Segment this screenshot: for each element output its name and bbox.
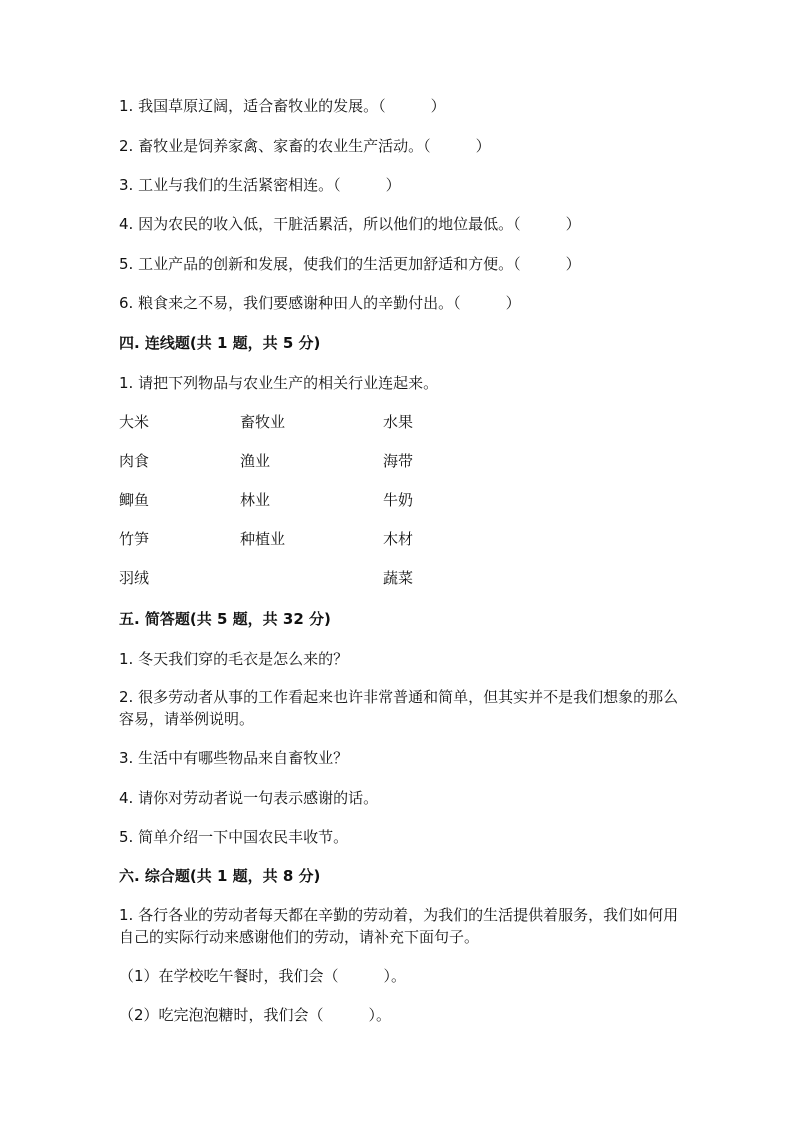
judgment-item-2: 2. 畜牧业是饲养家禽、家畜的农业生产活动。（ ） <box>119 137 491 155</box>
match-industry: 林业 <box>240 491 271 509</box>
comprehensive-sub-item-2: （2）吃完泡泡糖时，我们会（ ）。 <box>119 1006 392 1024</box>
match-item-left: 羽绒 <box>119 569 150 587</box>
judgment-item-5: 5. 工业产品的创新和发展，使我们的生活更加舒适和方便。（ ） <box>119 255 581 273</box>
comprehensive-question: 1. 各行各业的劳动者每天都在辛勤的劳动着，为我们的生活提供着服务，我们如何用自己的实际行动来感谢他们的劳动，请补充下面句子。 <box>119 906 679 946</box>
section-4-heading: 四. 连线题(共 1 题，共 5 分) <box>119 334 321 352</box>
match-item-left: 肉食 <box>119 452 150 470</box>
short-answer-item-3: 3. 生活中有哪些物品来自畜牧业？ <box>119 749 349 767</box>
match-item-left: 竹笋 <box>119 530 150 548</box>
match-item-right: 蔬菜 <box>383 569 414 587</box>
match-item-right: 木材 <box>383 530 414 548</box>
match-item-right: 海带 <box>383 452 414 470</box>
comprehensive-sub-item-1: （1）在学校吃午餐时，我们会（ ）。 <box>119 967 407 985</box>
match-industry: 种植业 <box>240 530 286 548</box>
match-item-right: 牛奶 <box>383 491 414 509</box>
section-6-heading: 六. 综合题(共 1 题，共 8 分) <box>119 867 321 885</box>
matching-grid <box>119 412 539 592</box>
judgment-item-6: 6. 粮食来之不易，我们要感谢种田人的辛勤付出。（ ） <box>119 294 521 312</box>
judgment-item-3: 3. 工业与我们的生活紧密相连。（ ） <box>119 176 401 194</box>
short-answer-item-5: 5. 简单介绍一下中国农民丰收节。 <box>119 828 349 846</box>
short-answer-item-2: 2. 很多劳动者从事的工作看起来也许非常普通和简单，但其实并不是我们想象的那么容易，请举例说明。 <box>119 688 679 728</box>
match-item-left: 鲫鱼 <box>119 491 150 509</box>
short-answer-item-4: 4. 请你对劳动者说一句表示感谢的话。 <box>119 789 379 807</box>
judgment-item-4: 4. 因为农民的收入低，干脏活累活，所以他们的地位最低。（ ） <box>119 215 581 233</box>
section-5-heading: 五. 简答题(共 5 题，共 32 分) <box>119 610 331 628</box>
match-industry: 畜牧业 <box>240 413 286 431</box>
judgment-item-1: 1. 我国草原辽阔，适合畜牧业的发展。（ ） <box>119 97 446 115</box>
short-answer-item-1: 1. 冬天我们穿的毛衣是怎么来的？ <box>119 650 349 668</box>
match-item-left: 大米 <box>119 413 150 431</box>
section-4-question: 1. 请把下列物品与农业生产的相关行业连起来。 <box>119 374 439 392</box>
match-industry: 渔业 <box>240 452 271 470</box>
match-item-right: 水果 <box>383 413 414 431</box>
